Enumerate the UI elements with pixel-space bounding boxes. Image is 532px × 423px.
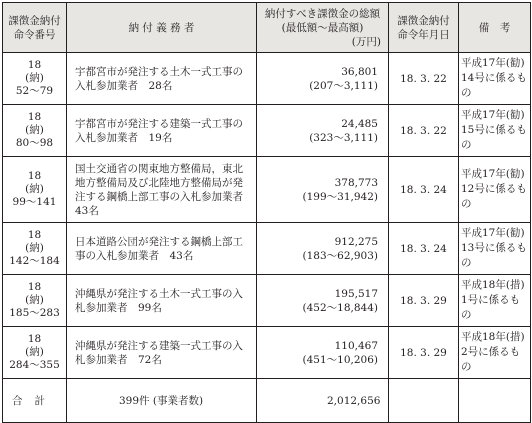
amount-cell: 110,467 (451～10,206) (257, 327, 389, 379)
obligor-cell: 日本道路公団が発注する鋼橋上部工事の入札参加業者 43名 (67, 223, 257, 275)
surcharge-order-table (2, 2, 531, 423)
order-number-cell: 18 (納) 185～283 (3, 275, 67, 327)
order-date-cell: 18. 3. 29 (389, 327, 459, 379)
order-number-cell: 18 (納) 99～141 (3, 157, 67, 223)
order-date-cell: 18. 3. 29 (389, 275, 459, 327)
amount-cell: 24,485 (323～3,111) (257, 105, 389, 157)
note-cell: 平成17年(勧) 13号に係るも の (459, 223, 531, 275)
total-row (3, 379, 531, 423)
header-obligor: 納 付 義 務 者 (67, 3, 257, 53)
note-cell: 平成17年(勧) 14号に係るも の (459, 53, 531, 105)
note-cell: 平成17年(勧) 12号に係るも の (459, 157, 531, 223)
note-cell: 平成17年(勧) 15号に係るも の (459, 105, 531, 157)
header-row (3, 3, 531, 53)
table-row (3, 275, 531, 327)
order-date-cell: 18. 3. 24 (389, 223, 459, 275)
total-sum: 2,012,656 (257, 379, 389, 423)
table-row (3, 53, 531, 105)
amount-cell: 378,773 (199～31,942) (257, 157, 389, 223)
table-row (3, 327, 531, 379)
order-number-cell: 18 (納) 142～184 (3, 223, 67, 275)
note-cell: 平成18年(措) 2号に係るも の (459, 327, 531, 379)
order-number-cell: 18 (納) 80～98 (3, 105, 67, 157)
note-cell: 平成18年(措) 1号に係るも の (459, 275, 531, 327)
amount-cell: 36,801 (207～3,111) (257, 53, 389, 105)
order-date-cell: 18. 3. 22 (389, 53, 459, 105)
obligor-cell: 国土交通省の関東地方整備局，東北地方整備局及び北陸地方整備局が発注する鋼橋上部工事の入札参加業者 43名 (67, 157, 257, 223)
obligor-cell: 沖縄県が発注する土木一式工事の入札参加業者 99名 (67, 275, 257, 327)
table-row (3, 157, 531, 223)
order-date-cell: 18. 3. 22 (389, 105, 459, 157)
table-row (3, 105, 531, 157)
header-amount: 納付すべき課徴金の総額 (最低額～最高額) (万円) (257, 3, 389, 53)
total-note-empty (459, 379, 531, 423)
total-count: 399件 (事業者数) (67, 379, 257, 423)
obligor-cell: 沖縄県が発注する建築一式工事の入札参加業者 72名 (67, 327, 257, 379)
header-order-number: 課徴金納付 命令番号 (3, 3, 67, 53)
order-date-cell: 18. 3. 24 (389, 157, 459, 223)
order-number-cell: 18 (納) 52～79 (3, 53, 67, 105)
table-row (3, 223, 531, 275)
total-date-empty (389, 379, 459, 423)
order-number-cell: 18 (納) 284～355 (3, 327, 67, 379)
header-order-date: 課徴金納付 命令年月日 (389, 3, 459, 53)
header-note: 備 考 (459, 3, 531, 53)
obligor-cell: 宇都宮市が発注する土木一式工事の入札参加業者 28名 (67, 53, 257, 105)
amount-cell: 912,275 (183～62,903) (257, 223, 389, 275)
obligor-cell: 宇都宮市が発注する建築一式工事の入札参加業者 19名 (67, 105, 257, 157)
total-label: 合計 (3, 379, 67, 423)
amount-cell: 195,517 (452～18,844) (257, 275, 389, 327)
